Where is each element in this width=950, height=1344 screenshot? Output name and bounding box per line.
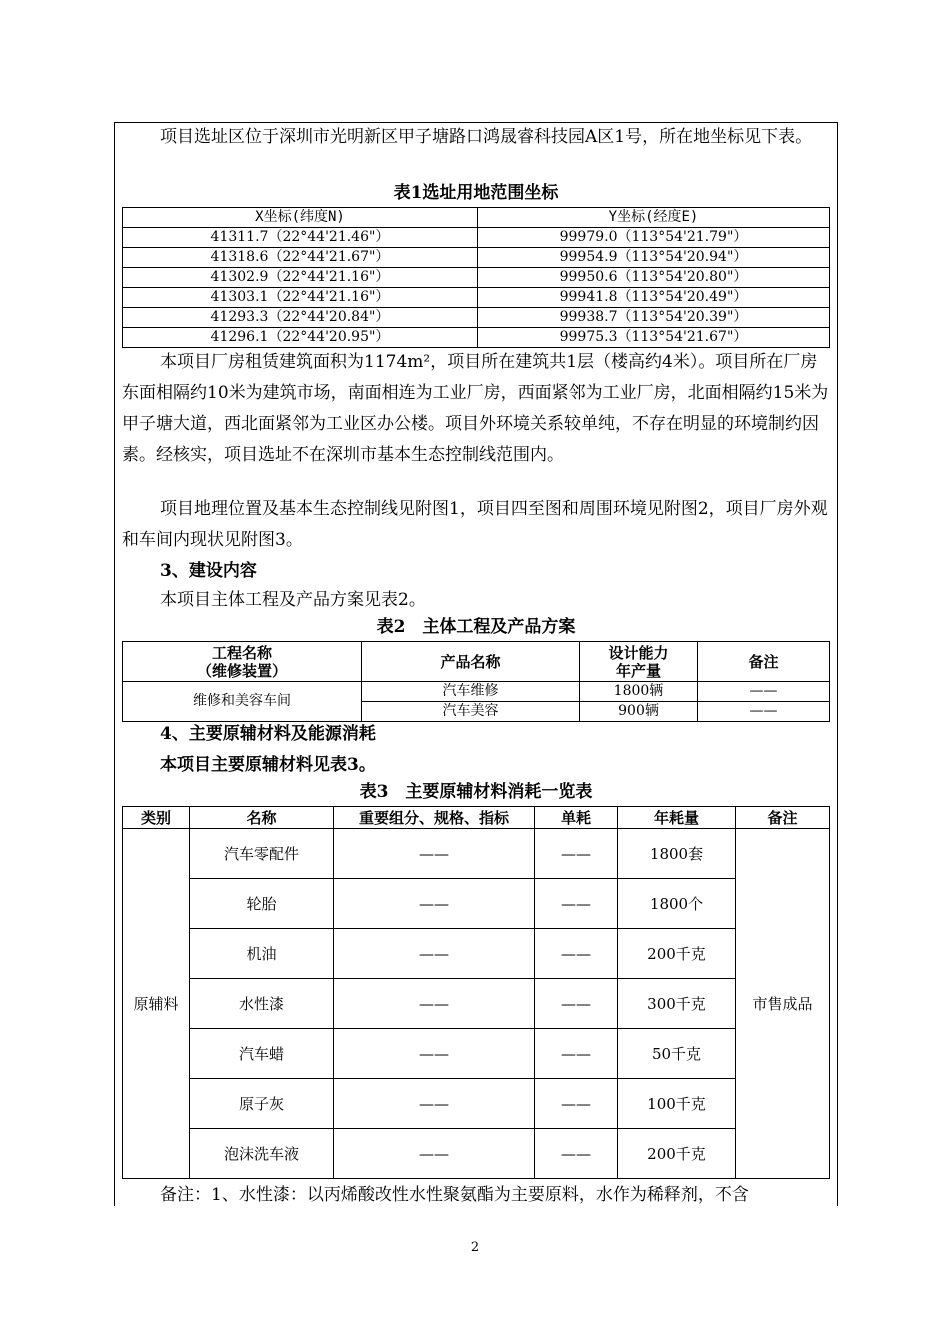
table-row (123, 979, 830, 1029)
table1-caption: 表1选址用地范围坐标 (393, 183, 559, 203)
table-row (123, 248, 830, 268)
table3-cell: 泡沫洗车液 (190, 1129, 334, 1179)
table3-cell: 200千克 (618, 1129, 736, 1179)
table3-cell: 汽车蜡 (190, 1029, 334, 1079)
table3-caption: 表3 主要原辅材料消耗一览表 (359, 782, 593, 802)
table-row (123, 829, 830, 879)
table3-header-spec: 重要组分、规格、指标 (334, 807, 535, 829)
coordinate-table (122, 207, 830, 348)
table2-cell: 1800辆 (580, 682, 698, 702)
table-row (123, 879, 830, 929)
table1-cell: 41318.6（22°44'21.67"） (123, 248, 478, 268)
table3-cell: —— (535, 1079, 618, 1129)
table3-cell: —— (334, 1129, 535, 1179)
table3-cell: 原子灰 (190, 1079, 334, 1129)
table-row (123, 308, 830, 328)
table-row (123, 1129, 830, 1179)
table2-cell: 汽车维修 (362, 682, 580, 702)
table-row (123, 929, 830, 979)
table3-header-unit: 单耗 (535, 807, 618, 829)
table1-cell: 99950.6（113°54'20.80"） (478, 268, 830, 288)
table3-category-cell: 原辅料 (123, 829, 190, 1179)
table3-cell: —— (535, 829, 618, 879)
table3-cell: 100千克 (618, 1079, 736, 1129)
table3-cell: 50千克 (618, 1029, 736, 1079)
product-table (122, 641, 830, 722)
table1-cell: 99975.3（113°54'21.67"） (478, 328, 830, 348)
table1-header-y: Y坐标(经度E) (478, 208, 830, 228)
table-row (123, 682, 830, 702)
table2-caption: 表2 主体工程及产品方案 (376, 617, 576, 637)
table-row (123, 328, 830, 348)
header-line: 年产量 (615, 661, 661, 680)
table2-header-capacity (580, 642, 698, 682)
table1-cell: 41293.3（22°44'20.84"） (123, 308, 478, 328)
table3-header-name: 名称 (190, 807, 334, 829)
table-row (123, 1029, 830, 1079)
table3-cell: 300千克 (618, 979, 736, 1029)
table1-cell: 99938.7（113°54'20.39"） (478, 308, 830, 328)
table2-header-remark: 备注 (698, 642, 830, 682)
table2-header-project (123, 642, 362, 682)
page-number: 2 (470, 1240, 480, 1255)
materials-table (122, 806, 830, 1179)
table3-cell: —— (535, 929, 618, 979)
table1-cell: 41303.1（22°44'21.16"） (123, 288, 478, 308)
section4-heading: 4、主要原辅材料及能源消耗 (160, 724, 376, 744)
table3-cell: 汽车零配件 (190, 829, 334, 879)
table3-cell: —— (535, 1029, 618, 1079)
table1-cell: 41311.7（22°44'21.46"） (123, 228, 478, 248)
table3-cell: —— (334, 979, 535, 1029)
intro-paragraph: 项目选址区位于深圳市光明新区甲子塘路口鸿晟睿科技园A区1号，所在地坐标见下表。 (160, 127, 813, 147)
header-line: 设计能力 (608, 643, 669, 662)
table2-cell: —— (698, 702, 830, 722)
table2-cell: 汽车美容 (362, 702, 580, 722)
table3-note-cell: 市售成品 (736, 829, 830, 1179)
section3-heading: 3、建设内容 (160, 561, 257, 581)
table3-cell: —— (535, 879, 618, 929)
table2-workshop-cell: 维修和美容车间 (123, 682, 362, 722)
table3-header-category: 类别 (123, 807, 190, 829)
remark-paragraph: 备注：1、水性漆：以丙烯酸改性水性聚氨酯为主要原料，水作为稀释剂，不含 (160, 1185, 749, 1205)
table3-cell: —— (535, 1129, 618, 1179)
table1-cell: 41296.1（22°44'20.95"） (123, 328, 478, 348)
header-line: （维修装置） (196, 661, 287, 680)
table1-cell: 99954.9（113°54'20.94"） (478, 248, 830, 268)
table3-cell: —— (334, 829, 535, 879)
table3-cell: —— (334, 1029, 535, 1079)
header-line: 工程名称 (211, 643, 272, 662)
table3-cell: 轮胎 (190, 879, 334, 929)
table-row (123, 268, 830, 288)
table2-header-product: 产品名称 (362, 642, 580, 682)
section4-text: 本项目主要原辅材料见表3。 (160, 755, 376, 775)
table3-header-annual: 年耗量 (618, 807, 736, 829)
table3-cell: 1800套 (618, 829, 736, 879)
table3-cell: 水性漆 (190, 979, 334, 1029)
table2-cell: —— (698, 682, 830, 702)
table-row (123, 1079, 830, 1129)
section3-text: 本项目主体工程及产品方案见表2。 (160, 590, 426, 610)
table1-header-x: X坐标(纬度N) (123, 208, 478, 228)
table3-cell: 机油 (190, 929, 334, 979)
table3-cell: —— (334, 879, 535, 929)
table-row (123, 228, 830, 248)
table3-header-remark: 备注 (736, 807, 830, 829)
site-description-paragraph: 本项目厂房租赁建筑面积为1174m²，项目所在建筑共1层（楼高约4米）。项目所在厂房东面相隔约10米为建筑市场，南面相连为工业厂房，西面紧邻为工业厂房，北面相隔约15米为甲子塘大道，西北面紧邻为工业区办公楼。项目外环境关系较单纯，不存在明显的环境制约因素。经核实，项目选址不在深圳市基本生态控制线范围内。 (122, 352, 829, 465)
table3-cell: 1800个 (618, 879, 736, 929)
table2-cell: 900辆 (580, 702, 698, 722)
table3-cell: —— (334, 1079, 535, 1129)
table-row (123, 288, 830, 308)
table1-cell: 41302.9（22°44'21.16"） (123, 268, 478, 288)
table3-cell: —— (535, 979, 618, 1029)
table3-cell: 200千克 (618, 929, 736, 979)
table1-cell: 99941.8（113°54'20.49"） (478, 288, 830, 308)
figures-paragraph: 项目地理位置及基本生态控制线见附图1，项目四至图和周围环境见附图2，项目厂房外观和车间内现状见附图3。 (122, 499, 828, 550)
table1-cell: 99979.0（113°54'21.79"） (478, 228, 830, 248)
table3-cell: —— (334, 929, 535, 979)
